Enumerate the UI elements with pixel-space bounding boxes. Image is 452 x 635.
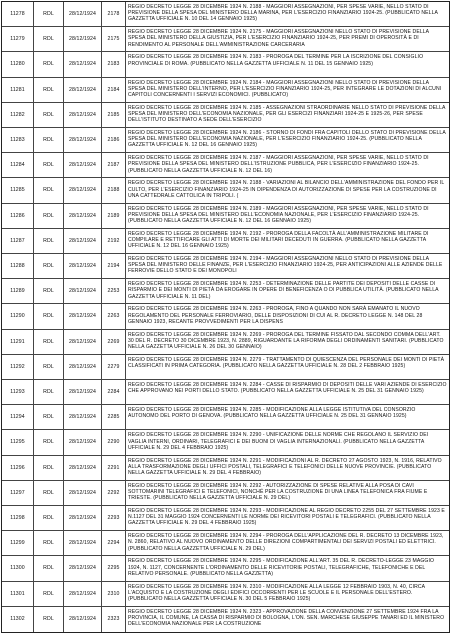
record-description: REGIO DECRETO LEGGE 28 DICEMBRE 1924 N. 2292 - AUTORIZZAZIONE DI SPESE RELATIVE ALLA POSA DI CAVI SOTTOMARINI TELEGRAFICI E TELEFONICI, NONCHÉ PER LA COSTRUZIONE DI UNA LINEA TELEFONICA FRA FIUME E TRIESTE. (PUBBLICATO NELLA GAZZETTA UFFICIALE N. 29 DEL)	[128, 482, 428, 502]
decree-number: 2284	[102, 380, 126, 404]
decree-number: 2184	[102, 78, 126, 102]
record-description: REGIO DECRETO LEGGE 28 DICEMBRE 1924 N. 2284 - CASSE DI RISPARMIO DI DEPOSITI DELLE VARI AZIENDE DI ESERCIZIO CHE APPROVANO NEI PORTI DELLO STATO. (PUBBLICATO NELLA GAZZETTA UFFICIALE N. 25 DEL 31 GENNAIO 1925)	[128, 382, 447, 395]
record-type: RDL	[34, 229, 64, 253]
table-row	[2, 430, 449, 455]
record-date: 28/12/1924	[64, 204, 102, 228]
record-date: 28/12/1924	[64, 279, 102, 303]
record-description: REGIO DECRETO LEGGE 28 DICEMBRE 1924 N. 2279 - TRATTAMENTO DI QUIESCENZA DEL PERSONALE DEI MONTI DI PIETÀ CLASSIFICATI IN PRIMA CATEGORIA. (PUBBLICATO NELLA GAZZETTA UFFICIALE N. 28 DEL 2 FEBBRAIO 1925)	[128, 356, 445, 369]
record-type: RDL	[34, 582, 64, 606]
record-description: REGIO DECRETO LEGGE 28 DICEMBRE 1924 N. 2291 - MODIFICAZIONI AL R. DECRETO 27 AGOSTO 1923, N. 1916, RELATIVO ALLA TRASFORMAZIONE DEGLI UFFICI POSTALI, TELEGRAFICI E TELEFONICI DELLE NUOVE PROVINCIE. (PUBBLICATO NELLA GAZZETTA UFFICIALE N. 29 DEL 4 FEBBRAIO)	[128, 457, 442, 476]
decree-number: 2183	[102, 52, 126, 76]
record-number: 11294	[2, 405, 34, 429]
record-description: REGIO DECRETO LEGGE 28 DICEMBRE 1924 N. 2175 - MAGGIORI ASSEGNAZIONI NELLO STATO DI PREVISIONE DELLA SPESA DEL MINISTERO DELLA GIUSTIZIA, PER L'ESERCIZIO FINANZIARIO 1924-25, PER PREMI DI OPEROSITÀ E DI RENDIMENTO AL PERSONALE DELL'AMMINISTRAZIONE CARCERARIA	[128, 29, 429, 48]
record-number: 11290	[2, 304, 34, 328]
record-date: 28/12/1924	[64, 2, 102, 26]
record-number: 11292	[2, 355, 34, 379]
record-description: REGIO DECRETO LEGGE 28 DICEMBRE 1924 N. 2188 - VARIAZIONI AL BILANCIO DELL'AMMINISTRAZIONE DEL FONDO PER IL CULTO, PER L'ESERCIZIO FINANZIARIO 1924-25 IN DIPENDENZA DI AUTORIZZAZIONE DI SPESE PER LA COSTRUZIONE DI UNA CATTEDRALE CATTOLICA IN TRIPOLI. (	[128, 180, 445, 199]
record-description: REGIO DECRETO LEGGE 28 DICEMBRE 1924 N. 2189 - MAGGIORI ASSEGNAZIONI, PER SPESE VARIE, NELLO STATO DI PREVISIONE DELLA SPESA DEL MINISTERO DELL'ECONOMIA NAZIONALE, PER L'ESERCIZIO FINANZIARIO 1924-25. (PUBBLICATO NELLA GAZZETTA UFFICIALE N. 12 DEL 16 GENNAIO 1925)	[128, 205, 429, 224]
record-description: REGIO DECRETO LEGGE 28 DICEMBRE 1924 N. 2194 - MAGGIORI ASSEGNAZIONI NELLO STATO DI PREVISIONE DELLA SPESA DEL MINISTERO DELLE FINANZE, PER L'ESERCIZIO FINANZIARIO 1924-25, PER ANTICIPAZIONI ALLE AZIENDE DELLE FERROVIE DELLO STATO E DEI MONOPOLI	[128, 256, 443, 275]
decree-number: 2263	[102, 304, 126, 328]
record-date: 28/12/1924	[64, 78, 102, 102]
table-row	[2, 607, 449, 632]
record-type: RDL	[34, 556, 64, 580]
record-type: RDL	[34, 531, 64, 555]
decree-number: 2185	[102, 103, 126, 127]
decree-number: 2294	[102, 531, 126, 555]
record-type: RDL	[34, 52, 64, 76]
table-row	[2, 531, 449, 556]
table-row	[2, 153, 449, 178]
decree-number: 2291	[102, 456, 126, 480]
record-date: 28/12/1924	[64, 607, 102, 632]
record-description: REGIO DECRETO LEGGE 28 DICEMBRE 1924 N. 2310 - MODIFICAZIONE ALLA LEGGE 12 FEBBRAIO 1903, N. 40, CIRCA L'ACQUISTO E LA COSTRUZIONE DEGLI EDIFICI OCCORRENTI PER LE SCUOLE E IL PERSONALE DELL'ESTERO. (PUBBLICATO NELLA GAZZETTA UFFICIALE N. 30 DEL 5 FEBBRAIO 1925)	[128, 583, 425, 602]
record-date: 28/12/1924	[64, 531, 102, 555]
record-number: 11299	[2, 531, 34, 555]
record-type: RDL	[34, 481, 64, 505]
record-number: 11285	[2, 178, 34, 202]
record-number: 11283	[2, 128, 34, 152]
table-row	[2, 506, 449, 531]
record-date: 28/12/1924	[64, 355, 102, 379]
record-description: REGIO DECRETO LEGGE 28 DICEMBRE 1924 N. 2183 - PROROGA DEL TERMINE PER LA ISCRIZIONE DEL CONSIGLIO PROVINCIALE DI ROMA. (PUBBLICATO NELLA GAZZETTA UFFICIALE N. 11 DEL 15 GENNAIO 1925)	[128, 54, 424, 67]
record-type: RDL	[34, 2, 64, 26]
table-row	[2, 405, 449, 430]
record-type: RDL	[34, 355, 64, 379]
record-date: 28/12/1924	[64, 229, 102, 253]
decree-number: 2194	[102, 254, 126, 278]
record-number: 11282	[2, 103, 34, 127]
table-row	[2, 254, 449, 279]
table-row	[2, 229, 449, 254]
record-description: REGIO DECRETO LEGGE 28 DICEMBRE 1924 N. 2185 - ASSEGNAZIONI STRAORDINARIE NELLO STATO DI PREVISIONE DELLA SPESA DEL MINISTERO DELL'ECONOMIA NAZIONALE, PER GLI ESERCIZI FINANZIARI 1924-25 E 1925-26, PER SPESE DELL'ISTITUTO DESTINATO A SEDE DELL'ESERCIZIO	[128, 104, 446, 124]
decree-number: 2295	[102, 556, 126, 580]
record-type: RDL	[34, 153, 64, 177]
record-description: REGIO DECRETO LEGGE 28 DICEMBRE 1924 N. 2184 - MAGGIORI ASSEGNAZIONI NELLO STATO DI PREVISIONE DELLA SPESA DEL MINISTERO DELL'INTERNO, PER L'ESERCIZIO FINANZIARIO 1924-25, PER INTEGRARE LE DOTAZIONI DI ALCUNI CAPITOLI CONCERNENTI I SERVIZI ECONOMICI. (PUBBLICATO)	[128, 79, 442, 98]
table-row	[2, 128, 449, 153]
record-number: 11302	[2, 607, 34, 632]
record-type: RDL	[34, 128, 64, 152]
decree-number: 2323	[102, 607, 126, 632]
table-row	[2, 456, 449, 481]
decree-number: 2175	[102, 27, 126, 51]
decree-number: 2290	[102, 430, 126, 454]
record-date: 28/12/1924	[64, 456, 102, 480]
record-type: RDL	[34, 607, 64, 632]
record-date: 28/12/1924	[64, 582, 102, 606]
table-row	[2, 103, 449, 128]
table-row	[2, 178, 449, 203]
table-row	[2, 279, 449, 304]
record-description: REGIO DECRETO LEGGE 28 DICEMBRE 1924 N. 2192 - PROROGA DELLA FACOLTÀ ALL'AMMINISTRAZIONE MILITARE DI COMPILARE E RETTIFICARE GLI ATTI DI MORTE DEI MILITARI DECEDUTI IN GUERRA. (PUBBLICATO NELLA GAZZETTA UFFICIALE N. 12 DEL 16 GENNAIO 1925)	[128, 230, 429, 250]
record-number: 11301	[2, 582, 34, 606]
record-date: 28/12/1924	[64, 153, 102, 177]
decree-number: 2279	[102, 355, 126, 379]
table-row	[2, 355, 449, 380]
record-number: 11288	[2, 254, 34, 278]
record-type: RDL	[34, 204, 64, 228]
record-date: 28/12/1924	[64, 430, 102, 454]
decree-number: 2187	[102, 153, 126, 177]
record-date: 28/12/1924	[64, 128, 102, 152]
decree-number: 2292	[102, 481, 126, 505]
record-number: 11298	[2, 506, 34, 530]
record-number: 11281	[2, 78, 34, 102]
record-description: REGIO DECRETO LEGGE 28 DICEMBRE 1924 N. 2294 - PROROGA DELL'APPLICAZIONE DEL R. DECRETO 13 DICEMBRE 1923, N. 2860, RELATIVO AL NUOVO ORDINAMENTO DELLE DIREZIONI COMPARTIMENTALI DEI SERVIZI POSTALI ED ELETTRICI. (PUBBLICATO NELLA GAZZETTA UFFICIALE N. 29 DEL)	[128, 533, 444, 552]
record-number: 11293	[2, 380, 34, 404]
record-number: 11291	[2, 330, 34, 354]
record-number: 11286	[2, 204, 34, 228]
record-type: RDL	[34, 78, 64, 102]
record-description: REGIO DECRETO LEGGE 28 DICEMBRE 1924 N. 2188 - MAGGIORI ASSEGNAZIONI, PER SPESE VARIE, NELLO STATO DI PREVISIONE DELLA SPESA DEL MINISTERO DELLA MARINA, PER L'ESERCIZIO FINANZIARIO 1924-25. (PUBBLICATO NELLA GAZZETTA UFFICIALE N. 10 DEL 14 GENNAIO 1925)	[128, 4, 438, 23]
records-table	[1, 1, 450, 633]
record-date: 28/12/1924	[64, 481, 102, 505]
record-type: RDL	[34, 103, 64, 127]
record-date: 28/12/1924	[64, 330, 102, 354]
table-row	[2, 380, 449, 405]
decree-number: 2192	[102, 229, 126, 253]
record-description: REGIO DECRETO LEGGE 28 DICEMBRE 1924 N. 2187 - MAGGIORI ASSEGNAZIONI, PER SPESE VARIE, NELLO STATO DI PREVISIONE DELLA SPESA DEL MINISTERO DELL'ISTRUZIONE PUBBLICA, PER L'ESERCIZIO FINANZIARIO 1924-25. (PUBBLICATO NELLA GAZZETTA UFFICIALE N. 12 DEL 16)	[128, 155, 429, 174]
record-type: RDL	[34, 330, 64, 354]
record-type: RDL	[34, 254, 64, 278]
table-row	[2, 27, 449, 52]
record-type: RDL	[34, 27, 64, 51]
decree-number: 2293	[102, 506, 126, 530]
record-description: REGIO DECRETO LEGGE 28 DICEMBRE 1924 N. 2290 - UNIFICAZIONE DELLE NORME CHE REGOLANO IL SERVIZIO DEI VAGLIA INTERNI, ORDINARI, TELEGRAFICI E DEI BUONI DI VAGLIA INTERNAZIONALI. (PUBBLICATO NELLA GAZZETTA UFFICIALE N. 29 DEL 4 FEBBRAIO 1925)	[128, 432, 429, 451]
table-row	[2, 481, 449, 506]
record-date: 28/12/1924	[64, 405, 102, 429]
record-description: REGIO DECRETO LEGGE 28 DICEMBRE 1924 N. 2293 - MODIFICAZIONE AL REGIO DECRETO 2255 DEL 27 SETTEMBRE 1923 E N.1127 DEL 31 MAGGIO 1924 CONCERNENTI LE NORME DEI RICEVITORI POSTALI E TELEGRAFICI. (PUBBLICATO NELLA GAZZETTA UFFICIALE N. 29 DEL 4 FEBBRAIO 1925)	[128, 508, 445, 527]
record-number: 11278	[2, 2, 34, 26]
table-row	[2, 304, 449, 329]
table-row	[2, 556, 449, 581]
record-type: RDL	[34, 178, 64, 202]
record-type: RDL	[34, 279, 64, 303]
record-date: 28/12/1924	[64, 506, 102, 530]
table-row	[2, 330, 449, 355]
record-type: RDL	[34, 380, 64, 404]
record-description: REGIO DECRETO LEGGE 28 DICEMBRE 1924 N. 2269 - PROROGA DEL TERMINE FISSATO DAL SECONDO COMMA DELL'ART. 30 DEL R. DECRETO 30 DICEMBRE 1923, N. 2889, RIGUARDANTE LA RIFORMA DEGLI ORDINAMENTI SANITARI. (PUBBLICATO NELLA GAZZETTA UFFICIALE N. 26 DEL 30 GENNAIO)	[128, 331, 444, 350]
decree-number: 2253	[102, 279, 126, 303]
record-description: REGIO DECRETO LEGGE 28 DICEMBRE 1924 N. 2285 - MODIFICAZIONE ALLA LEGGE ISTITUTIVA DEL CONSORZIO AUTONOMO DEL PORTO DI GENOVA. (PUBBLICATO NELLA GAZZETTA UFFICIALE N. 25 DEL 31 GENNAIO 1925)	[128, 407, 416, 420]
record-number: 11280	[2, 52, 34, 76]
record-date: 28/12/1924	[64, 52, 102, 76]
record-type: RDL	[34, 405, 64, 429]
record-number: 11279	[2, 27, 34, 51]
record-date: 28/12/1924	[64, 304, 102, 328]
decree-number: 2285	[102, 405, 126, 429]
record-description: REGIO DECRETO LEGGE 28 DICEMBRE 1924 N. 2186 - STORNO DI FONDI FRA CAPITOLI DELLO STATO DI PREVISIONE DELLA SPESA DEL MINISTERO DELL'ECONOMIA NAZIONALE, PER L'ESERCIZIO FINANZIARIO 1924-25. (PUBBLICATO NELLA GAZZETTA UFFICIALE N. 12 DEL 16 GENNAIO 1925)	[128, 130, 446, 149]
decree-number: 2188	[102, 178, 126, 202]
record-description: REGIO DECRETO LEGGE 28 DICEMBRE 1924 N. 2253 - DETERMINAZIONE DELLE PARTITE DEI DEPOSITI DELLE CASSE DI RISPARMIO E DEI MONTI DI PIETÀ DA EROGARE IN OPERE DI BENEFICENZA O DI PUBBLICA UTILITÀ. (PUBBLICATO NELLA GAZZETTA UFFICIALE N. 11 DEL)	[128, 281, 439, 300]
record-type: RDL	[34, 430, 64, 454]
record-number: 11287	[2, 229, 34, 253]
record-date: 28/12/1924	[64, 178, 102, 202]
record-description: REGIO DECRETO LEGGE 28 DICEMBRE 1924 N. 2295 - MODIFICAZIONE ALL'ART. 35 DEL R. DECRETO-LEGGE 23 MAGGIO 1924, N. 1127, CONCERNENTE L'ORDINAMENTO DELLE RICEVITORIE POSTALI, TELEGRAFICHE, TELEFONICHE E DEL RELATIVO PERSONALE. (PUBBLICATO NELLA GAZZETTA)	[128, 558, 435, 577]
decree-number: 2269	[102, 330, 126, 354]
record-number: 11300	[2, 556, 34, 580]
table-row	[2, 2, 449, 27]
decree-number: 2310	[102, 582, 126, 606]
decree-number: 2178	[102, 2, 126, 26]
decree-number: 2186	[102, 128, 126, 152]
record-date: 28/12/1924	[64, 103, 102, 127]
table-row	[2, 582, 449, 607]
record-number: 11289	[2, 279, 34, 303]
record-number: 11297	[2, 481, 34, 505]
record-type: RDL	[34, 506, 64, 530]
record-description: REGIO DECRETO LEGGE 28 DICEMBRE 1924 N. 2323 - APPROVAZIONE DELLA CONVENZIONE 27 SETTEMBRE 1924 FRA LA PROVINCIA, IL COMUNE, LA CASSA DI RISPARMIO DI BOLOGNA, L'ON. SEN. MARCHESE GIUSEPPE TANARI ED IL MINISTERO DELL'ECONOMIA NAZIONALE PER LA COSTRUZIONE	[128, 608, 445, 628]
record-description: REGIO DECRETO LEGGE 28 DICEMBRE 1924 N. 2263 - PROROGA, FINO A QUANDO NON SARÀ EMANATO IL NUOVO REGOLAMENTO DEL PERSONALE FERROVIARIO, DELLE DISPOSIZIONI DI CUI AL R. DECRETO LEGGE N. 148 DEL 28 GENNAIO 1923, RECANTE PROVVEDIMENTI PER LA DISPENS	[128, 306, 423, 325]
record-date: 28/12/1924	[64, 380, 102, 404]
record-date: 28/12/1924	[64, 556, 102, 580]
table-row	[2, 204, 449, 229]
decree-number: 2189	[102, 204, 126, 228]
record-number: 11296	[2, 456, 34, 480]
table-row	[2, 52, 449, 77]
record-date: 28/12/1924	[64, 27, 102, 51]
table-row	[2, 78, 449, 103]
record-number: 11284	[2, 153, 34, 177]
record-type: RDL	[34, 304, 64, 328]
record-date: 28/12/1924	[64, 254, 102, 278]
record-number: 11295	[2, 430, 34, 454]
record-type: RDL	[34, 456, 64, 480]
